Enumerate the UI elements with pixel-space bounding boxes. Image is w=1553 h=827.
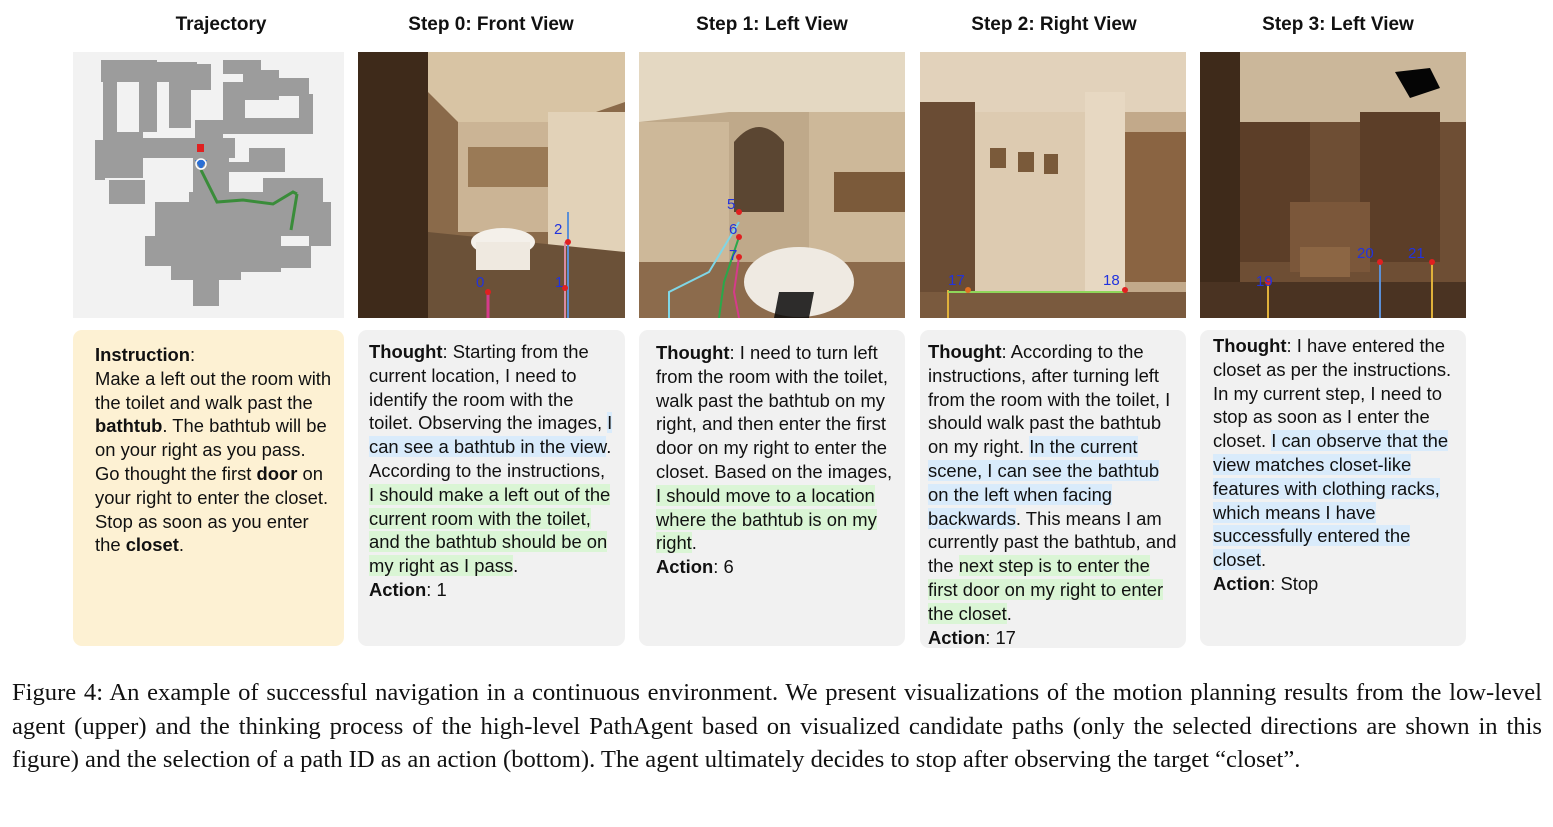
path-label: 7 — [729, 247, 738, 264]
path-label: 6 — [729, 221, 738, 238]
column-title-step-2: Step 2: Right View — [971, 14, 1137, 35]
decision-highlight: I should make a left out of the current room with the toilet, and the bathtub should be on my right as I pass — [369, 483, 611, 577]
thought-text — [656, 341, 895, 555]
column-title-step-3: Step 3: Left View — [1262, 14, 1414, 35]
observation-highlight: I can observe that the view matches closet-like features with clothing racks, which means I have successfully entered the closet — [1213, 430, 1449, 571]
step-3-thought-card — [1200, 330, 1466, 646]
observation-highlight: In the current scene, I can see the bathtub on the left when facing backwards — [928, 436, 1160, 529]
thought-text — [928, 340, 1180, 626]
instruction-text — [95, 367, 332, 557]
action-line — [1213, 572, 1456, 596]
step-0-thought-card — [358, 330, 625, 646]
thought-part: . — [1261, 549, 1267, 571]
thought-part: : Starting from the current location, I need to identify the room with the toilet. Observing the images, — [369, 341, 608, 434]
action-label: Action — [928, 626, 986, 648]
path-label: 0 — [476, 274, 485, 291]
path-label: 5 — [727, 196, 736, 213]
thought-label: Thought — [928, 341, 1002, 362]
thought-label: Thought — [1213, 335, 1287, 356]
path-label: 17 — [948, 272, 965, 289]
thought-part: . — [1006, 602, 1012, 624]
column-title-step-0: Step 0: Front View — [408, 14, 574, 35]
step-2-right-view-image — [920, 52, 1186, 318]
thought-part: : I need to turn left from the room with the toilet, walk past the bathtub on my right, and then enter the first door on my right to enter the closet. Based on the images, — [656, 342, 893, 482]
trajectory-map — [73, 52, 344, 318]
path-label: 20 — [1357, 245, 1374, 262]
action-label: Action — [1213, 572, 1271, 594]
step-0-front-view-image — [358, 52, 625, 318]
action-line — [369, 578, 615, 602]
action-line — [656, 555, 895, 579]
action-label: Action — [656, 556, 714, 578]
column-title-step-1: Step 1: Left View — [696, 14, 848, 35]
instruction-text-part: . — [178, 534, 184, 556]
action-value: : 6 — [713, 556, 734, 578]
instruction-keyword: bathtub — [95, 415, 163, 437]
observation-highlight: I can see a bathtub in the view — [369, 412, 613, 458]
thought-text — [369, 340, 615, 578]
path-label: 18 — [1103, 272, 1120, 289]
instruction-keyword: door — [256, 462, 298, 484]
instruction-keyword: closet — [125, 534, 179, 556]
action-line — [928, 626, 1180, 650]
instruction-text-part: on your right to enter the closet. Stop as soon as you enter the — [95, 462, 329, 556]
decision-highlight: next step is to enter the first door on my right to enter the closet — [928, 555, 1164, 624]
path-label: 1 — [555, 274, 564, 291]
instruction-text-part: Make a left out the room with the toilet and walk past the — [95, 367, 332, 413]
thought-text — [1213, 334, 1456, 572]
path-label: 21 — [1408, 245, 1425, 262]
instruction-card — [73, 330, 344, 646]
figure-caption: Figure 4: An example of successful navigation in a continuous environment. We present visualizations of the motion planning results from the low-level agent (upper) and the thinking process of the high-level PathAgent based on visualized candidate paths (only the selected directions are shown in this figure) and the selection of a path ID as an action (bottom). The agent ultimately decides to stop after observing the target “closet”. — [12, 679, 1542, 773]
step-3-left-view-image — [1200, 52, 1466, 318]
thought-part: . According to the instructions, — [369, 436, 612, 481]
thought-part: : According to the instructions, after turning left from the room with the toilet, I should walk past the bathtub on my right. — [928, 341, 1171, 458]
path-label: 19 — [1256, 273, 1273, 290]
thought-part: . — [691, 532, 697, 554]
thought-part: . — [513, 555, 519, 577]
action-value: : 1 — [426, 578, 447, 600]
column-title-trajectory: Trajectory — [175, 14, 267, 35]
thought-part: . This means I am currently past the bathtub, and the — [928, 507, 1177, 577]
instruction-colon: : — [190, 344, 196, 365]
action-value: : 17 — [985, 626, 1016, 648]
step-2-thought-card — [920, 330, 1186, 648]
instruction-text-part: . The bathtub will be on your right as you pass. Go thought the first — [95, 415, 327, 484]
action-value: : Stop — [1270, 572, 1319, 594]
step-1-left-view-image — [639, 52, 905, 318]
thought-part: : I have entered the closet as per the instructions. In my current step, I need to stop as soon as I enter the closet. — [1213, 335, 1452, 452]
path-label: 2 — [554, 221, 563, 238]
step-1-thought-card — [639, 330, 905, 646]
decision-highlight: I should move to a location where the bathtub is on my right — [656, 484, 877, 554]
instruction-label: Instruction — [95, 344, 191, 365]
thought-label: Thought — [656, 342, 730, 363]
thought-label: Thought — [369, 341, 443, 362]
action-label: Action — [369, 578, 427, 600]
